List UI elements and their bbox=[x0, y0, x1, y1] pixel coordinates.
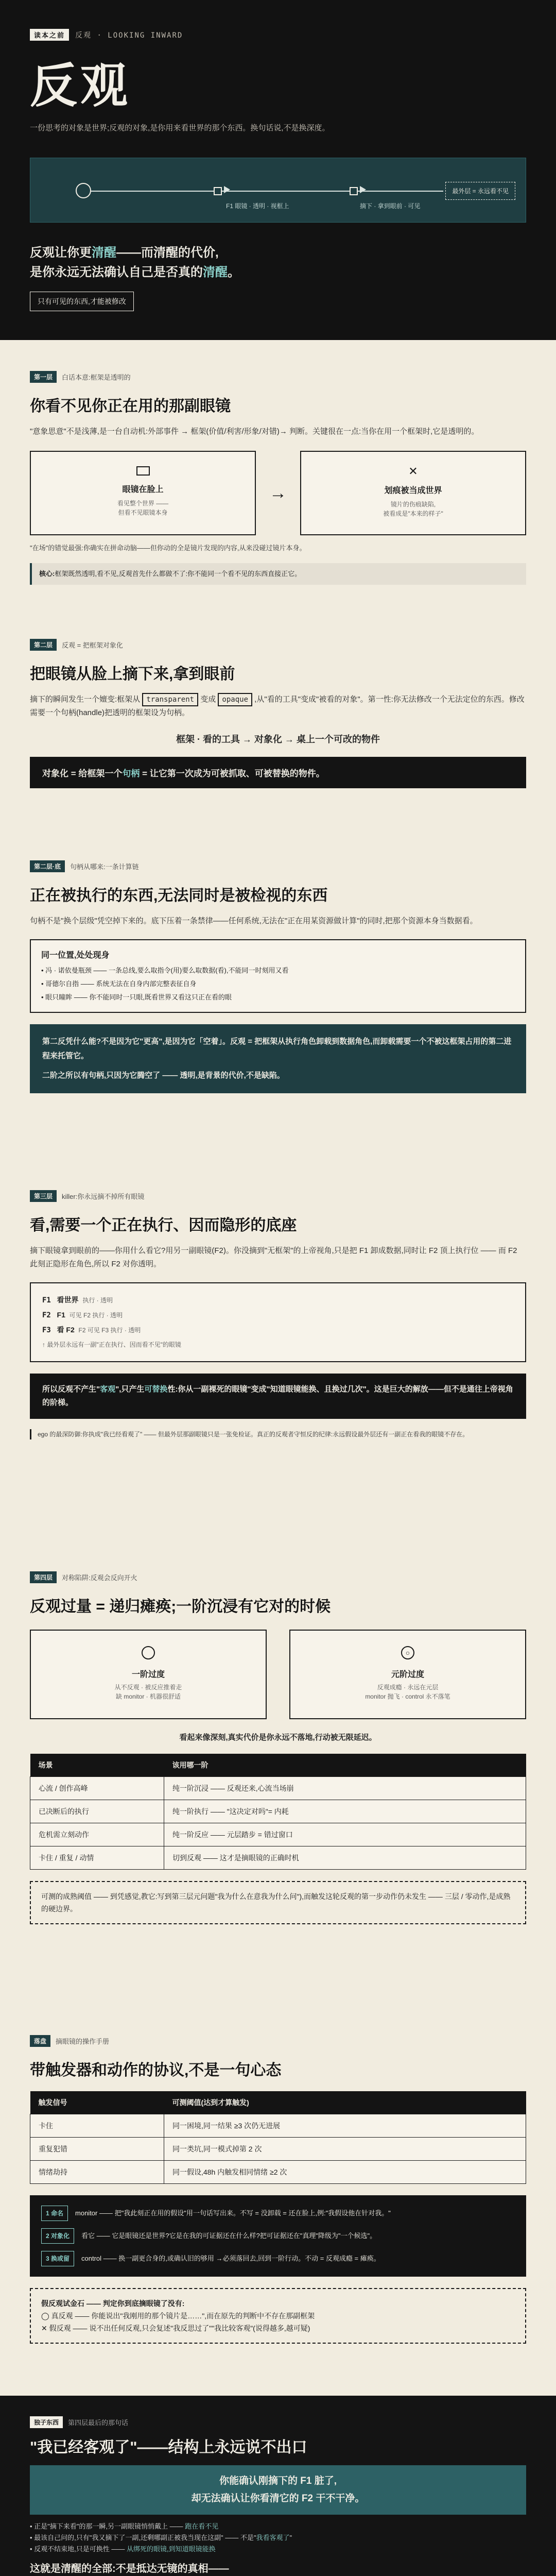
table-cell: 同一假设,48h 内触发相同情绪 ≥2 次 bbox=[164, 2161, 526, 2184]
touchstone-true: ◯ 真反观 —— 你能说出"我刚用的那个镜片是……",而在原先的判断中不存在那副框架 bbox=[41, 2312, 315, 2320]
section-title: "我已经客观了"——结构上永远说不出口 bbox=[30, 2439, 307, 2456]
bullet-item: • 最该自己问的,只有"我又摘下了一副,还剩哪副正被我当现在这副" —— 不是"我看客观了" bbox=[30, 2534, 292, 2541]
card-row bbox=[30, 1630, 526, 1719]
eye-circle-icon bbox=[76, 183, 91, 198]
table-row bbox=[30, 2114, 526, 2138]
lead-text: 反观让你更 bbox=[30, 246, 92, 260]
section-title: 反观过量 = 递归瘫痪;一阶沉浸有它对的时候 bbox=[30, 1598, 331, 1615]
section-label: 第四层最后的那句话 bbox=[68, 2419, 129, 2427]
section-title: 把眼镜从脸上摘下来,拿到眼前 bbox=[30, 666, 235, 683]
definition-bar bbox=[30, 757, 526, 788]
list-item-text: 冯 · 诺依曼瓶颈 —— 一条总线,要么取指令(用)要么取数据(看),不能同一时刻用又看 bbox=[45, 967, 289, 974]
list bbox=[41, 964, 515, 1004]
stack-value: 看世界 bbox=[57, 1296, 79, 1304]
conc-text: 所以反观不产生" bbox=[42, 1385, 100, 1394]
table-row bbox=[30, 1800, 526, 1823]
table-header-cell: 该用哪一阶 bbox=[164, 1754, 526, 1777]
touchstone-title: 假反观试金石 —— 判定你到底摘眼镜了没有: bbox=[41, 2299, 185, 2308]
card-first-order bbox=[30, 1630, 267, 1719]
bullet-highlight: 从绑死的眼镜,到知道眼镜能换 bbox=[127, 2545, 216, 2553]
flow-line: 框架 · 看的工具 → 对象化 → 桌上一个可改的物件 bbox=[176, 734, 380, 744]
stack-row bbox=[42, 1323, 514, 1337]
table-cell: 同一困境,同一结果 ≥3 次仍无进展 bbox=[164, 2114, 526, 2138]
hero-diagram bbox=[30, 158, 526, 223]
quote-line: 你能确认刚摘下的 F1 脏了, bbox=[219, 2476, 337, 2486]
conc-text: ",只产生 bbox=[115, 1385, 145, 1394]
card-sub: monitor 抛飞 · control 永不落笔 bbox=[365, 1693, 450, 1700]
table-row bbox=[30, 1777, 526, 1800]
section-badge: 第二层·底 bbox=[30, 860, 65, 872]
insight-text: 二阶之所以有句柄,只因为它腾空了 —— 透明,是背景的代价,不是缺陷。 bbox=[42, 1071, 285, 1080]
hero-lead-line-1 bbox=[30, 243, 526, 263]
stack-value: F1 bbox=[57, 1311, 65, 1319]
stack-state: 可见 F2 执行 · 透明 bbox=[69, 1312, 123, 1319]
term-transparent: transparent bbox=[142, 693, 198, 706]
diagram-outer-box: 最外层 = 永远看不见 bbox=[445, 182, 515, 200]
section-badge: 第三层 bbox=[30, 1190, 57, 1202]
hero-lead-line-2 bbox=[30, 263, 526, 282]
bullet-list bbox=[30, 2521, 526, 2555]
card-title: 一阶过度 bbox=[131, 1670, 165, 1679]
section-title: 你看不见你正在用的那副眼镜 bbox=[30, 398, 231, 415]
list-item: • 眼只瞳眸 —— 你不能同时一只眼,既看世界又看这只正在看的眼 bbox=[41, 993, 232, 1001]
table-cell: 纯一阶反应 —— 元层踏步 = 错过窗口 bbox=[164, 1823, 526, 1846]
table-row bbox=[30, 1846, 526, 1870]
hero-button[interactable]: 只有可见的东西,才能被修改 bbox=[30, 292, 134, 311]
def-text: 对象化 = 给框架一个 bbox=[42, 769, 123, 778]
section-1 bbox=[0, 340, 556, 608]
closing-statement bbox=[30, 2561, 526, 2576]
section-paragraph: 句柄不是"换个层级"凭空掉下来的。底下压着一条禁律——任何系统,无法在"正在用某资源做计算"的同时,把那个资源本身当数据看。 bbox=[30, 917, 478, 925]
section-paragraph bbox=[30, 693, 526, 720]
section-title: 正在被执行的东西,无法同时是被检视的东西 bbox=[30, 887, 328, 904]
stack-key: F1 bbox=[42, 1296, 51, 1304]
list-item: • 哥德尔自指 —— 系统无法在自身内部完整表征自身 bbox=[41, 980, 197, 988]
section-header bbox=[30, 608, 526, 651]
stack-value: 看 F2 bbox=[57, 1326, 75, 1334]
diagram-label-1: F1 眼镜 · 透明 · 视框上 bbox=[226, 202, 289, 210]
section-label: 对称陷阱:反观会反向开火 bbox=[62, 1574, 137, 1582]
section-header bbox=[30, 2004, 526, 2047]
para-text: 变成 bbox=[200, 695, 216, 704]
table-cell: 危机需立刻动作 bbox=[30, 1823, 164, 1846]
card-sub: 镜片的伤痕缺陷, bbox=[390, 501, 436, 508]
threshold-box: 可测的成熟阈值 —— 到凭感觉,教它:写到第三层元问题"我为什么在意我为什么问"),而触发这轮反观的第一步动作仍未发生 —— 三层 / 零动作,是成熟的硬边界。 bbox=[30, 1881, 526, 1924]
section-header bbox=[30, 829, 526, 872]
stack-key: F2 bbox=[42, 1311, 51, 1319]
table-header bbox=[30, 1754, 526, 1777]
card-sub: 反观成瘾 · 永远在元层 bbox=[377, 1684, 439, 1691]
table-header-cell: 可测阈值(达到才算触发) bbox=[164, 2091, 526, 2114]
section-badge: 第二层 bbox=[30, 639, 57, 651]
card-sub: 缺 monitor · 机器很舒适 bbox=[115, 1693, 181, 1700]
section-label: 反观 = 把框架对象化 bbox=[62, 641, 123, 649]
section-label: 摘眼镜的操作手册 bbox=[56, 2038, 110, 2045]
section-label: 句柄从哪来:一条计算链 bbox=[70, 863, 139, 871]
table-row bbox=[30, 2161, 526, 2184]
glasses-icon bbox=[136, 466, 150, 476]
card-sub: 被看成是"本来的样子" bbox=[383, 510, 443, 517]
circle-icon bbox=[142, 1646, 155, 1659]
card-sub: 从不反观 · 被反应推着走 bbox=[114, 1684, 182, 1691]
quote-line: 却无法确认让你看清它的 F2 干不干净。 bbox=[191, 2493, 365, 2504]
card-meta-order bbox=[289, 1630, 526, 1719]
section-3 bbox=[0, 829, 556, 1159]
card-scratch bbox=[300, 451, 526, 535]
section-6 bbox=[0, 2004, 556, 2396]
para-text: ,从"看的工具"变成"被看的对象"。第一性:你无法修改一个无法定位的东西。修改需要一个句柄(handle)把透明的框架设为句柄。 bbox=[30, 695, 525, 717]
bullet-text: 反观不结束地,只是可换性 —— bbox=[34, 2545, 127, 2553]
conc-highlight: 可替换 bbox=[144, 1385, 168, 1394]
step-1 bbox=[41, 2206, 515, 2221]
table-cell: 纯一阶执行 —— "这决定对吗"= 内耗 bbox=[164, 1800, 526, 1823]
bullet-item: • 正是"摘下来看"的那一瞬,另一副眼镜悄悄戴上 —— 跑在看不见 bbox=[30, 2522, 219, 2530]
section-label: killer:你永远摘不掉所有眼镜 bbox=[62, 1193, 145, 1200]
section-label: 白话本意:框架是透明的 bbox=[62, 374, 131, 381]
def-text: = 让它第一次成为可被抓取、可被替换的物件。 bbox=[140, 769, 325, 778]
stack-row bbox=[42, 1293, 514, 1308]
lead-text: 。 bbox=[228, 265, 240, 279]
quote-box bbox=[30, 2465, 526, 2515]
bullet-item: • 反观不结束地,只是可换性 —— 从绑死的眼镜,到知道眼镜能换 bbox=[30, 2545, 216, 2553]
note-label: 核心: bbox=[39, 570, 55, 578]
conclusion-bar bbox=[30, 1374, 526, 1419]
section-badge: 第一层 bbox=[30, 371, 57, 383]
page-title: 反观 bbox=[30, 58, 131, 113]
stack-state: 执行 · 透明 bbox=[82, 1297, 113, 1304]
lead-highlight: 清醒 bbox=[203, 265, 228, 279]
section-title: 看,需要一个正在执行、因而隐形的底座 bbox=[30, 1217, 297, 1234]
diagram-label-2: 摘下 · 拿到眼前 · 可见 bbox=[360, 202, 421, 210]
card-title: 眼镜在脸上 bbox=[122, 485, 164, 494]
list-title: 同一位置,处处现身 bbox=[41, 951, 110, 960]
bullet-highlight: 跑在看不见 bbox=[185, 2522, 219, 2530]
section-header bbox=[30, 1540, 526, 1583]
list-item-text: 哥德尔自指 —— 系统无法在自身内部完整表征自身 bbox=[45, 980, 197, 988]
section-header bbox=[30, 2396, 526, 2428]
frame-square-icon bbox=[350, 187, 358, 195]
card-sub: 看见整个世界 —— bbox=[117, 500, 169, 507]
section-title: 带触发器和动作的协议,不是一句心态 bbox=[30, 2062, 282, 2079]
table-cell: 情绪劫持 bbox=[30, 2161, 164, 2184]
hero-tag: 读本之前 bbox=[30, 29, 69, 41]
trigger-table bbox=[30, 2091, 526, 2184]
step-text: control —— 换一副更合身的,或确认旧的够用 →必须落回去,回到一阶行动。不动 = 反观成瘾 = 瘫痪。 bbox=[81, 2255, 380, 2262]
hero-kicker-text: 反观 · LOOKING INWARD bbox=[75, 31, 183, 40]
lead-text: 是你永远无法确认自己是否真的 bbox=[30, 265, 203, 279]
bullet-text: 最该自己问的,只有"我又摘下了一副,还剩哪副正被我当现在这副" —— 不是" bbox=[34, 2534, 256, 2541]
hero-subtitle: 一份思考的对象是世界;反观的对象,是你用来看世界的那个东西。换句话说,不是换深度。 bbox=[30, 124, 330, 132]
section-badge: 第四层 bbox=[30, 1571, 57, 1583]
table-cell: 心流 / 创作高峰 bbox=[30, 1777, 164, 1800]
stack-note: ↑ 最外层永远有一副"正在执行、因而看不见"的眼镜 bbox=[42, 1341, 181, 1348]
step-text: monitor —— 把"我此刻正在用的假设"用一句话写出来。不写 = 没卸载 = 还在脸上,例:"我假设他在针对我。" bbox=[75, 2209, 391, 2217]
section-badge: 独子东西 bbox=[30, 2416, 63, 2428]
step-tag: 3 换或留 bbox=[41, 2251, 74, 2266]
card-sub: 但看不见眼镜本身 bbox=[118, 509, 168, 516]
frame-stack bbox=[30, 1282, 526, 1362]
section-header bbox=[30, 1159, 526, 1202]
cross-icon: ✕ bbox=[408, 465, 418, 478]
stack-row bbox=[42, 1308, 514, 1323]
section-badge: 落盘 bbox=[30, 2035, 50, 2047]
stack-state: F2 可见 F3 执行 · 透明 bbox=[78, 1327, 141, 1334]
touchstone-false: ✕ 假反观 —— 说不出任何反观,只会复述"我反思过了""我比较客观"(说得越多,越可疑) bbox=[41, 2324, 310, 2332]
note-text: 框架既然透明,看不见,反观首先什么都做不了:你不能同一个看不见的东西直接正它。 bbox=[55, 570, 302, 578]
insight-text: 第二反凭什么能?不是因为它"更高",是因为它「空着」。反观 = 把框架从执行角色卸载到数据角色,而卸载需要一个不被这框架占用的第二进程来托管它。 bbox=[42, 1037, 512, 1060]
final-section bbox=[0, 2396, 556, 2576]
list-item: • 冯 · 诺依曼瓶颈 —— 一条总线,要么取指令(用)要么取数据(看),不能同一时刻用又看 bbox=[41, 967, 289, 974]
table-cell: 纯一阶沉浸 —— 反观还来,心流当场崩 bbox=[164, 1777, 526, 1800]
table-cell: 卡住 bbox=[30, 2114, 164, 2138]
section-header bbox=[30, 340, 526, 383]
def-highlight: 句柄 bbox=[122, 769, 140, 778]
bullet-text: 正是"摘下来看"的那一瞬,另一副眼镜悄悄戴上 —— bbox=[34, 2522, 185, 2530]
section-paragraph: 摘下眼镜拿到眼前的——你用什么看它?用另一副眼镜(F2)。你没摘到"无框架"的上帝视角,只是把 F1 卸成数据,同时让 F2 顶上执行位 —— 而 F2 此刻正隐形在角色,所以 F2 对你透明。 bbox=[30, 1246, 517, 1268]
core-note bbox=[30, 563, 526, 585]
arrow-right-icon: → bbox=[269, 483, 287, 503]
para-text: 摘下的瞬间发生一个嬗变:框架从 bbox=[30, 695, 141, 704]
lead-highlight: 清醒 bbox=[92, 246, 116, 260]
table-header-cell: 场景 bbox=[30, 1754, 164, 1777]
section-4 bbox=[0, 1159, 556, 1540]
table-header bbox=[30, 2091, 526, 2114]
bullet-highlight: 我看客观了 bbox=[256, 2534, 290, 2541]
table-cell: 已决断后的执行 bbox=[30, 1800, 164, 1823]
ego-note: ego 的最深防御:你执成"我已经看观了" —— 但最外层那副眼镜只是一张免检证。真正的反观者守恒反的纪律:永远假设最外层还有一副正在看我的眼镜不存在。 bbox=[30, 1429, 526, 1439]
section-2 bbox=[0, 608, 556, 829]
table-row bbox=[30, 2138, 526, 2161]
recursion-icon: ○ bbox=[401, 1646, 414, 1659]
touchstone-box bbox=[30, 2288, 526, 2344]
conc-text: 性:你从一副裸死的眼镜"变成"知道眼镜能换、且换过几次"。这是巨大的解放——但不是通往上帝视角的阶梯。 bbox=[42, 1385, 513, 1407]
example-list bbox=[30, 939, 526, 1013]
section-paragraph: "意象思意"不是浅薄,是一台自动机:外部事件 → 框架(价值/利害/形象/对错)→ 判断。关键很在一点:当你在用一个框架时,它是透明的。 bbox=[30, 427, 479, 436]
hero-section bbox=[0, 0, 556, 340]
table-header-cell: 触发信号 bbox=[30, 2091, 164, 2114]
step-3 bbox=[41, 2251, 515, 2266]
table-cell: 重复犯错 bbox=[30, 2138, 164, 2161]
scenario-table bbox=[30, 1754, 526, 1870]
stack-key: F3 bbox=[42, 1326, 51, 1334]
bullet-text: " bbox=[289, 2534, 292, 2541]
card-row bbox=[30, 451, 526, 535]
step-text: 看它 —— 它是眼镜还是世界?它是在我的可证据还在什么样?把可证据还在"真理"降级为"一个候选"。 bbox=[81, 2232, 377, 2240]
term-opaque: opaque bbox=[218, 693, 252, 706]
table-cell: 同一类坑,同一模式掉第 2 次 bbox=[164, 2138, 526, 2161]
arrow-right-icon bbox=[360, 186, 366, 193]
card-title: 元阶过度 bbox=[391, 1670, 424, 1679]
hero-kicker bbox=[30, 29, 526, 41]
arrow-right-icon bbox=[224, 186, 230, 193]
section-caption: "在场"的错觉最强:你确实在拼命动脑——但你动的全是镜片发现的内容,从来没碰过镜片本身。 bbox=[30, 544, 306, 552]
card-glasses-on bbox=[30, 451, 256, 535]
center-statement: 看起来像深刻,真实代价是你永远不落地,行动被无限延迟。 bbox=[179, 1733, 377, 1742]
hero-lead bbox=[30, 243, 526, 282]
step-2 bbox=[41, 2228, 515, 2244]
table-cell: 切到反观 —— 这才是摘眼镜的正确时机 bbox=[164, 1846, 526, 1870]
step-tag: 2 对象化 bbox=[41, 2228, 74, 2244]
lead-text: ——而清醒的代价, bbox=[116, 246, 219, 260]
table-cell: 卡住 / 重复 / 动情 bbox=[30, 1846, 164, 1870]
card-title: 划痕被当成世界 bbox=[384, 486, 442, 495]
section-5 bbox=[0, 1540, 556, 2004]
diagram-line bbox=[87, 191, 443, 192]
insight-box bbox=[30, 1024, 526, 1093]
list-item-text: 眼只瞳眸 —— 你不能同时一只眼,既看世界又看这只正在看的眼 bbox=[45, 993, 232, 1001]
closing-line: 这就是清醒的全部:不是抵达无镜的真相—— bbox=[30, 2563, 229, 2574]
table-row bbox=[30, 1823, 526, 1846]
frame-square-icon bbox=[214, 187, 222, 195]
conc-highlight: 客观 bbox=[100, 1385, 116, 1394]
step-tag: 1 命名 bbox=[41, 2206, 68, 2221]
protocol-steps bbox=[30, 2195, 526, 2277]
